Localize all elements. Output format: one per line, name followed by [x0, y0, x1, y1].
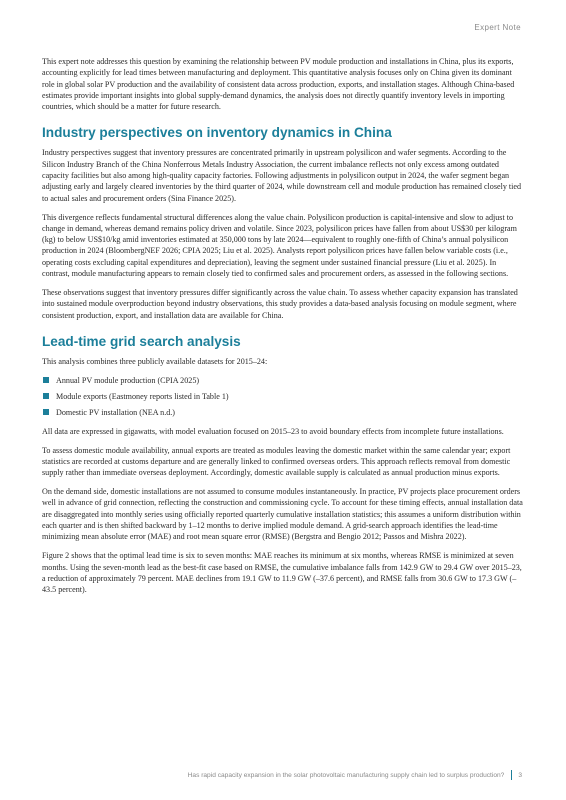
running-title: Has rapid capacity expansion in the solar photovoltaic manufacturing supply chain led to surplus production? — [187, 771, 505, 779]
section1-paragraph: This divergence reflects fundamental structural differences along the value chain. Polysilicon production is capital-intensive and slow to adjust to change in demand, whereas demand remains policy driven and volatile. Since 2023, polysilicon prices have fallen from about US$30 per kilogram (kg) to below US$10/kg amid inventories estimated at 350,000 tons by late 2024—equivalent to roughly one-fifth of China’s annual polysilicon production in 2024 (BloombergNEF 2026; CPIA 2025; Liu et al. 2025). Analysts report polysilicon prices have fallen below variable costs (i.e., operating costs excluding capital expenditures and depreciation), leaving the segment under sustained financial pressure (Liu et al. 2025). In contrast, module manufacturing appears to remain closely tied to confirmed sales and procurement orders, as assessed in the following sections. — [42, 212, 517, 279]
section-heading-inventory: Industry perspectives on inventory dynamics in China — [42, 125, 392, 141]
page-footer — [188, 770, 522, 780]
square-bullet-icon — [43, 409, 49, 415]
intro-paragraph: This expert note addresses this question by examining the relationship between PV module production and installations in China, plus its exports, accounting explicitly for lead times between manufacturing and deployment. This quantitative analysis focuses only on China given its dominant role in global solar PV production and the availability of consistent data across production, exports, and installation stages. Although China-based estimates provide important insights into global supply-demand dynamics, the analysis does not directly quantify inventory levels in importing countries, which should be a matter for future research. — [42, 57, 515, 112]
list-item-text: Module exports (Eastmoney reports listed in Table 1) — [56, 391, 229, 401]
list-item-text: Annual PV module production (CPIA 2025) — [56, 375, 200, 385]
footer-divider — [511, 770, 512, 780]
section2-paragraph: To assess domestic module availability, annual exports are treated as modules leaving the domestic market within the same calendar year; export statistics are recorded at customs departure and are generally linked to confirmed overseas orders. This approach reflects removal from domestic supply rather than immediate overseas deployment. Accordingly, domestic available supply is calculated as annual production minus exports. — [42, 445, 511, 478]
dataset-list — [42, 375, 524, 418]
page-number: 3 — [518, 771, 522, 779]
section1-paragraph: Industry perspectives suggest that inventory pressures are concentrated primarily in upstream polysilicon and wafer segments. According to the Silicon Industry Branch of the China Nonferrous Metals Industry Association, the current imbalance reflects not only excess among outdated capacity facilities but also among high-quality capacity factories. Following adjustments in polysilicon output in 2024, the wafer segment began adjusting early and largely cleared inventories by the third quarter of 2024, while downstream cell and module production has remained closely tied to actual sales and procurement orders (Sina Finance 2025). — [42, 148, 522, 203]
section-heading-lead-time: Lead-time grid search analysis — [42, 333, 241, 349]
section2-paragraph: Figure 2 shows that the optimal lead time is six to seven months: MAE reaches its minimum at six months, whereas RMSE is minimized at seven months. Using the seven-month lead as the best-fit case based on RMSE, the cumulative imbalance falls from 142.9 GW to 29.4 GW over 2015–23, a reduction of approximately 79 percent. MAE declines from 19.1 GW to 11.9 GW (–37.6 percent), and RMSE falls from 30.6 GW to 17.3 GW (–43.5 percent). — [42, 551, 522, 595]
section2-lead: This analysis combines three publicly available datasets for 2015–24: — [42, 356, 268, 366]
square-bullet-icon — [43, 377, 49, 383]
section2-paragraph: All data are expressed in gigawatts, with model evaluation focused on 2015–23 to avoid boundary effects from incomplete future installations. — [42, 426, 504, 436]
square-bullet-icon — [43, 393, 49, 399]
main-content — [42, 56, 524, 603]
list-item — [42, 375, 524, 386]
list-item-text: Domestic PV installation (NEA n.d.) — [56, 407, 175, 417]
list-item — [42, 391, 524, 402]
section1-paragraph: These observations suggest that inventory pressures differ significantly across the value chain. To assess whether capacity expansion has translated into sustained module overproduction beyond industry observations, this study provides a data-based analysis focusing on module segment, where consistent production, export, and installation data are available for China. — [42, 287, 518, 320]
header-tag: Expert Note — [474, 23, 521, 32]
list-item — [42, 407, 524, 418]
section2-paragraph: On the demand side, domestic installations are not assumed to consume modules instantaneously. In practice, PV projects place procurement orders well in advance of grid connection, reflecting the construction and commissioning cycle. To account for these timing effects, annual installation data are disaggregated into monthly series using officially reported quarterly cumulative installation statistics; this assumes a uniform distribution within each quarter and is then shifted backward by 1–12 months to derive implied module demand. A grid-search approach identifies the lead-time minimizing mean absolute error (MAE) and root mean square error (RMSE) (Bergstra and Bengio 2012; Passos and Mishra 2022). — [42, 487, 523, 542]
